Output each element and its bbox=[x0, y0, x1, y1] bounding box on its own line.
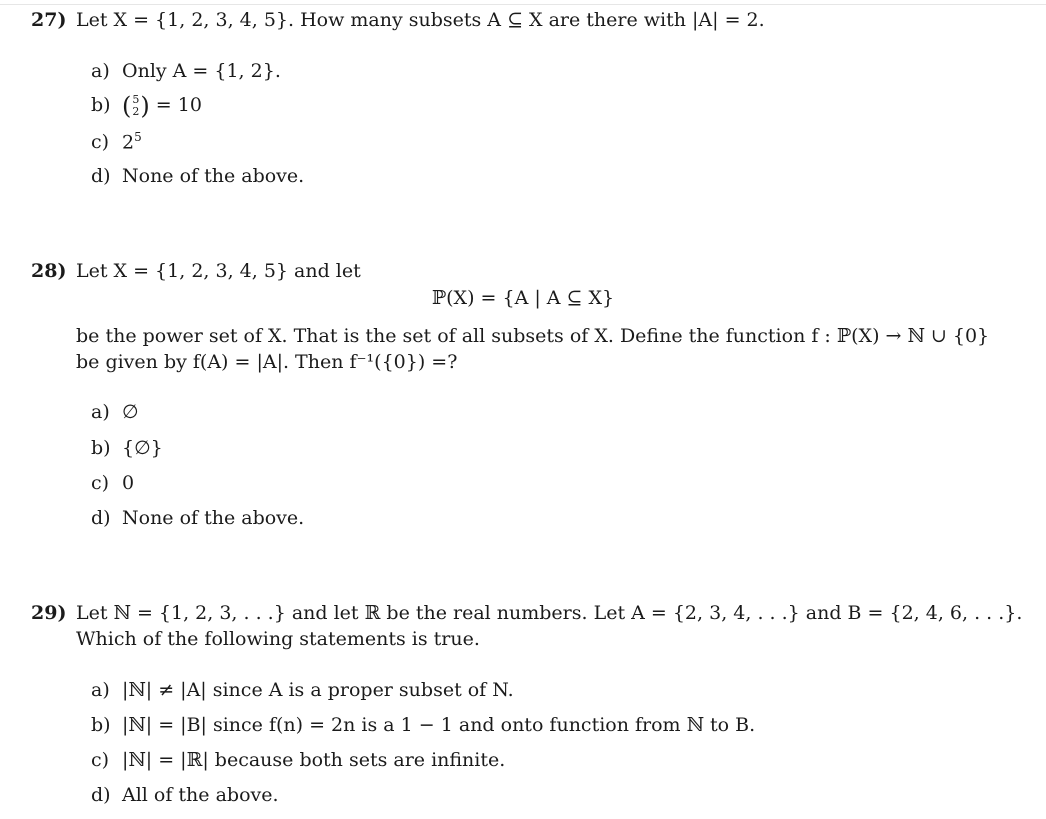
page-top-rule bbox=[0, 4, 1046, 5]
option-text: {∅} bbox=[122, 437, 163, 459]
option-label: b) bbox=[91, 437, 111, 459]
question-29-option-d[interactable] bbox=[91, 784, 279, 806]
option-label: b) bbox=[91, 714, 111, 736]
option-text: 0 bbox=[122, 472, 135, 494]
question-28-stem-line-2: be the power set of X. That is the set of all subsets of X. Define the function f : ℙ(X) → ℕ ∪ {0} bbox=[76, 325, 990, 347]
question-28-stem-line-3: be given by f(A) = |A|. Then f⁻¹({0}) =? bbox=[76, 351, 458, 373]
question-29-option-b[interactable] bbox=[91, 714, 755, 736]
option-label: b) bbox=[91, 94, 111, 116]
question-29-option-a[interactable] bbox=[91, 679, 514, 701]
option-text: All of the above. bbox=[122, 784, 279, 806]
option-label: a) bbox=[91, 60, 110, 82]
question-29-number: 29) bbox=[31, 602, 67, 624]
option-label: c) bbox=[91, 472, 110, 494]
option-text: = 10 bbox=[149, 94, 202, 116]
question-28-display-equation: ℙ(X) = {A | A ⊆ X} bbox=[431, 287, 615, 309]
question-29-stem: Let ℕ = {1, 2, 3, . . .} and let ℝ be the real numbers. Let A = {2, 3, 4, . . .} and B = {2, 4, 6, . . .}. bbox=[76, 602, 1023, 624]
question-27-option-a[interactable] bbox=[91, 60, 281, 82]
option-text: 2 bbox=[122, 131, 135, 154]
question-27-option-b[interactable] bbox=[91, 94, 202, 118]
question-27-number: 27) bbox=[31, 9, 67, 31]
option-text: |ℕ| = |B| since f(n) = 2n is a 1 − 1 and onto function from ℕ to B. bbox=[122, 714, 756, 736]
question-28-option-b[interactable] bbox=[91, 437, 163, 459]
option-exponent: 5 bbox=[134, 130, 142, 144]
question-27-option-c[interactable] bbox=[91, 130, 142, 153]
question-28-option-d[interactable] bbox=[91, 507, 304, 529]
option-label: a) bbox=[91, 679, 110, 701]
binomial-coefficient: ( 5 2 ) bbox=[122, 92, 150, 120]
option-text: Only A = {1, 2}. bbox=[122, 60, 281, 82]
option-text: |ℕ| ≠ |A| since A is a proper subset of N. bbox=[122, 679, 514, 701]
option-text: None of the above. bbox=[122, 165, 305, 187]
option-text: |ℕ| = |ℝ| because both sets are infinite. bbox=[122, 749, 506, 771]
option-label: c) bbox=[91, 131, 110, 154]
question-28-number: 28) bbox=[31, 260, 67, 282]
question-29-stem-line-2: Which of the following statements is true. bbox=[76, 628, 480, 650]
option-label: d) bbox=[91, 165, 111, 187]
option-label: a) bbox=[91, 401, 110, 423]
question-28-stem: Let X = {1, 2, 3, 4, 5} and let bbox=[76, 260, 361, 282]
question-27-option-d[interactable] bbox=[91, 165, 304, 187]
question-29-option-c[interactable] bbox=[91, 749, 505, 771]
question-27-stem: Let X = {1, 2, 3, 4, 5}. How many subsets A ⊆ X are there with |A| = 2. bbox=[76, 9, 765, 31]
option-label: d) bbox=[91, 507, 111, 529]
option-text: None of the above. bbox=[122, 507, 305, 529]
option-label: d) bbox=[91, 784, 111, 806]
question-28-option-c[interactable] bbox=[91, 472, 134, 494]
question-28-option-a[interactable] bbox=[91, 401, 139, 423]
option-text: ∅ bbox=[122, 401, 139, 423]
option-label: c) bbox=[91, 749, 110, 771]
